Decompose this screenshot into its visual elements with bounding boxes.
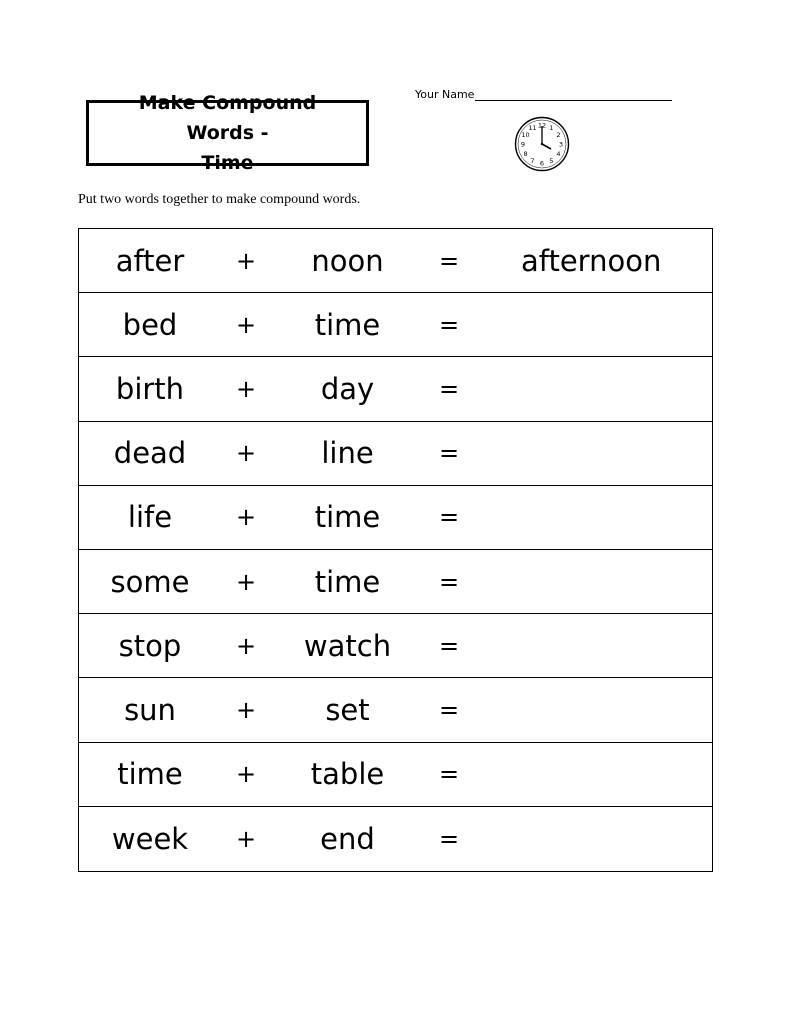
table-row xyxy=(79,614,712,678)
table-row xyxy=(79,743,712,807)
second-word: end xyxy=(320,821,375,856)
second-word: watch xyxy=(303,628,392,663)
first-word: life xyxy=(127,500,173,535)
second-word: noon xyxy=(311,243,384,278)
first-word: week xyxy=(111,821,189,856)
first-word: stop xyxy=(118,628,182,663)
plus-sign: + xyxy=(235,374,257,403)
clock-numeral: 9 xyxy=(520,140,526,149)
answer-field[interactable]: afternoon xyxy=(521,243,662,278)
second-word: line xyxy=(321,436,374,471)
table-row xyxy=(79,229,712,293)
worksheet-title-box xyxy=(86,92,369,174)
clock-numeral: 4 xyxy=(556,149,561,158)
plus-sign: + xyxy=(235,760,257,789)
plus-sign: + xyxy=(235,824,257,853)
clock-numeral: 8 xyxy=(523,149,528,158)
answer-field[interactable] xyxy=(474,357,714,420)
compound-word-table xyxy=(78,228,713,872)
clock-numeral: 10 xyxy=(521,130,530,139)
second-word: day xyxy=(320,371,375,406)
equals-sign: = xyxy=(438,695,460,724)
first-word: dead xyxy=(113,436,187,471)
answer-field[interactable] xyxy=(474,743,714,806)
table-row xyxy=(79,293,712,357)
answer-field[interactable] xyxy=(474,807,714,871)
plus-sign: + xyxy=(235,695,257,724)
equals-sign: = xyxy=(438,567,460,596)
first-word: sun xyxy=(124,692,176,727)
first-word: after xyxy=(115,243,185,278)
second-word: time xyxy=(314,307,381,342)
clock-numeral: 5 xyxy=(549,156,554,165)
plus-sign: + xyxy=(235,310,257,339)
table-row xyxy=(79,807,712,871)
second-word: time xyxy=(314,500,381,535)
clock-numeral: 1 xyxy=(549,123,554,132)
second-word: table xyxy=(310,757,385,792)
clock-numeral: 12 xyxy=(537,121,547,130)
equals-sign: = xyxy=(438,374,460,403)
name-field[interactable] xyxy=(415,88,672,101)
equals-sign: = xyxy=(438,760,460,789)
clock-numeral: 7 xyxy=(530,156,535,165)
worksheet-title-line1: Make Compound Words - xyxy=(138,92,317,144)
answer-field[interactable] xyxy=(474,550,714,613)
clock-icon xyxy=(514,116,570,172)
equals-sign: = xyxy=(438,631,460,660)
plus-sign: + xyxy=(235,631,257,660)
clock-numeral: 6 xyxy=(539,159,545,168)
second-word: set xyxy=(325,692,370,727)
first-word: some xyxy=(110,564,190,599)
answer-field[interactable] xyxy=(474,422,714,485)
plus-sign: + xyxy=(235,439,257,468)
table-row xyxy=(79,678,712,742)
table-row xyxy=(79,486,712,550)
equals-sign: = xyxy=(438,503,460,532)
answer-field[interactable] xyxy=(474,293,714,356)
table-row xyxy=(79,550,712,614)
answer-field[interactable] xyxy=(474,614,714,677)
first-word: birth xyxy=(115,371,185,406)
answer-field[interactable] xyxy=(474,678,714,741)
first-word: time xyxy=(117,757,183,792)
plus-sign: + xyxy=(235,246,257,275)
clock-numeral: 2 xyxy=(556,130,561,139)
first-word: bed xyxy=(122,307,178,342)
table-row xyxy=(79,357,712,421)
table-row xyxy=(79,422,712,486)
equals-sign: = xyxy=(438,824,460,853)
plus-sign: + xyxy=(235,503,257,532)
plus-sign: + xyxy=(235,567,257,596)
name-blank-line[interactable] xyxy=(475,89,672,101)
name-label: Your Name xyxy=(415,88,475,101)
equals-sign: = xyxy=(438,246,460,275)
second-word: time xyxy=(314,564,381,599)
clock-numeral: 11 xyxy=(528,123,537,132)
worksheet-title xyxy=(103,88,353,178)
equals-sign: = xyxy=(438,439,460,468)
equals-sign: = xyxy=(438,310,460,339)
worksheet-title-line2: Time xyxy=(201,152,254,174)
clock-numeral: 3 xyxy=(558,140,564,149)
answer-field[interactable] xyxy=(474,486,714,549)
instructions-text: Put two words together to make compound words. xyxy=(78,192,361,207)
